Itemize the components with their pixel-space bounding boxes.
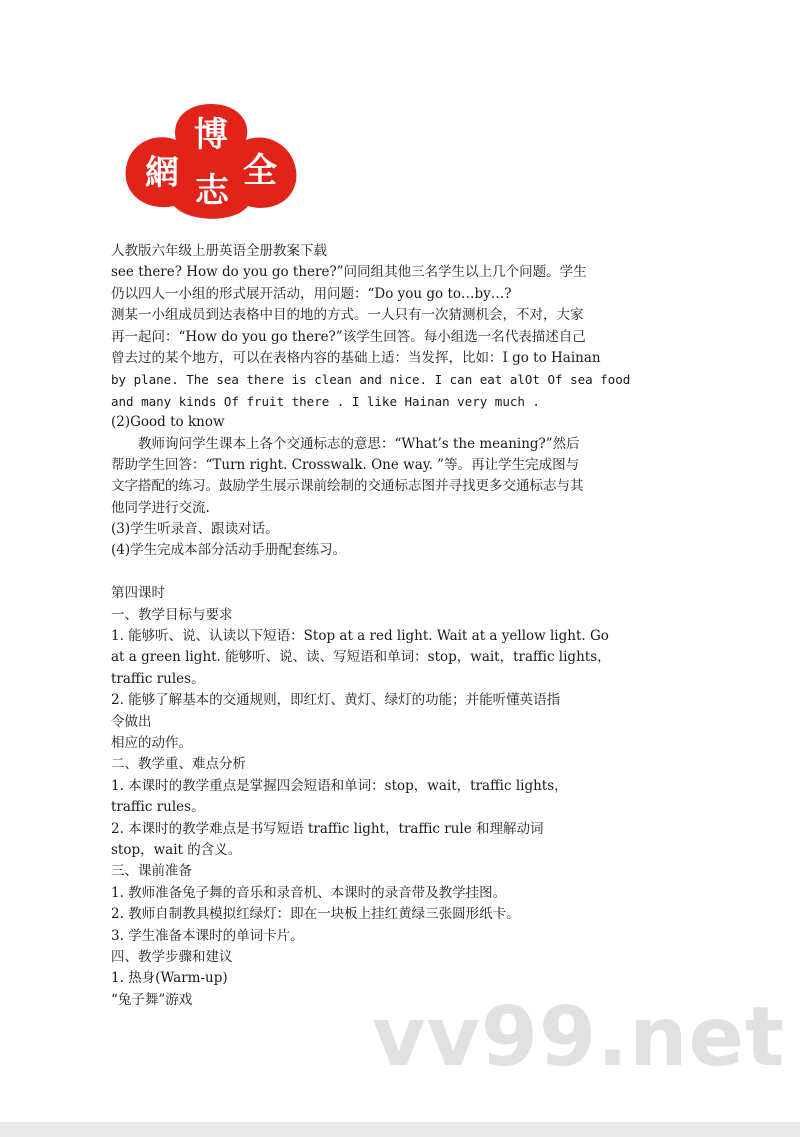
subsection-heading: (2)Good to know xyxy=(111,414,225,431)
bozhiquan-logo xyxy=(116,98,306,228)
blank-line xyxy=(111,562,691,583)
section-heading: 一、教学目标与要求 xyxy=(111,606,233,623)
text-line: stop，wait 的含义。 xyxy=(111,841,242,858)
text-line: traffic rules。 xyxy=(111,799,205,816)
text-line: 1. 教师准备兔子舞的音乐和录音机、本课时的录音带及教学挂图。 xyxy=(111,884,507,901)
text-line: 仍以四人一小组的形式展开活动，用问题：“Do you go to…by…? xyxy=(111,285,512,302)
document-body xyxy=(111,241,691,1011)
text-line: and many kinds Of fruit there . I like Hainan very much . xyxy=(111,393,540,409)
text-line: 2. 教师自制教具模拟红绿灯：即在一块板上挂红黄绿三张圆形纸卡。 xyxy=(111,906,520,923)
text-line: 1. 本课时的教学重点是掌握四会短语和单词：stop，wait，traffic lights， xyxy=(111,777,568,794)
text-line: 帮助学生回答：“Turn right. Crosswalk. One way. ”等。再让学生完成图与 xyxy=(111,456,580,473)
section-heading: 二、教学重、难点分析 xyxy=(111,756,246,773)
text-line: 1. 热身(Warm-up) xyxy=(111,970,228,987)
text-line: see there? How do you go there?”问同组其他三名学生以上几个问题。学生 xyxy=(111,264,587,281)
document-title: 人教版六年级上册英语全册教案下载 xyxy=(111,243,327,259)
text-line: 再一起问：“How do you go there?”该学生回答。每小组选一名代表描述自己 xyxy=(111,328,586,345)
logo-char-quan: 全 xyxy=(243,151,277,191)
page-bottom-edge xyxy=(0,1122,800,1137)
logo-char-zhi: 志 xyxy=(195,171,229,211)
page-top-margin xyxy=(0,0,800,58)
text-line: 文字搭配的练习。鼓励学生展示课前绘制的交通标志图并寻找更多交通标志与其 xyxy=(111,478,584,495)
text-line: 2. 能够了解基本的交通规则，即红灯、黄灯、绿灯的功能；并能听懂英语指 xyxy=(111,692,561,709)
text-line: 他同学进行交流. xyxy=(111,499,210,516)
section-heading: 三、课前准备 xyxy=(111,863,192,880)
text-line: 3. 学生准备本课时的单词卡片。 xyxy=(111,927,304,944)
site-watermark: vv99.net xyxy=(372,990,786,1085)
text-line: by plane. The sea there is clean and nice. I can eat alOt Of sea food xyxy=(111,372,631,388)
text-line: 令做出 xyxy=(111,713,152,730)
text-line: 曾去过的某个地方，可以在表格内容的基础上适：当发挥，比如：I go to Hainan xyxy=(111,349,601,366)
text-line: at a green light. 能够听、说、读、写短语和单词：stop，wait，traffic lights， xyxy=(111,649,611,666)
text-line: traffic rules。 xyxy=(111,670,205,687)
text-line: 1. 能够听、说、认读以下短语：Stop at a red light. Wait at a yellow light. Go xyxy=(111,628,609,645)
text-line: “兔子舞”游戏 xyxy=(111,991,193,1008)
text-line: (3)学生听录音、跟读对话。 xyxy=(111,521,279,538)
text-line: 相应的动作。 xyxy=(111,734,192,751)
text-line: (4)学生完成本部分活动手册配套练习。 xyxy=(111,542,347,559)
text-line: 教师询问学生课本上各个交通标志的意思：“What’s the meaning?”然后 xyxy=(138,435,580,452)
text-line: 测某一小组成员到达表格中目的地的方式。一人只有一次猜测机会，不对，大家 xyxy=(111,307,584,324)
text-line: 2. 本课时的教学难点是书写短语 traffic light，traffic rule 和理解动词 xyxy=(111,820,544,837)
logo-char-wang: 網 xyxy=(145,153,179,193)
section-heading: 四、教学步骤和建议 xyxy=(111,948,233,965)
logo-char-bo: 博 xyxy=(194,115,228,155)
lesson-heading: 第四课时 xyxy=(111,585,165,602)
